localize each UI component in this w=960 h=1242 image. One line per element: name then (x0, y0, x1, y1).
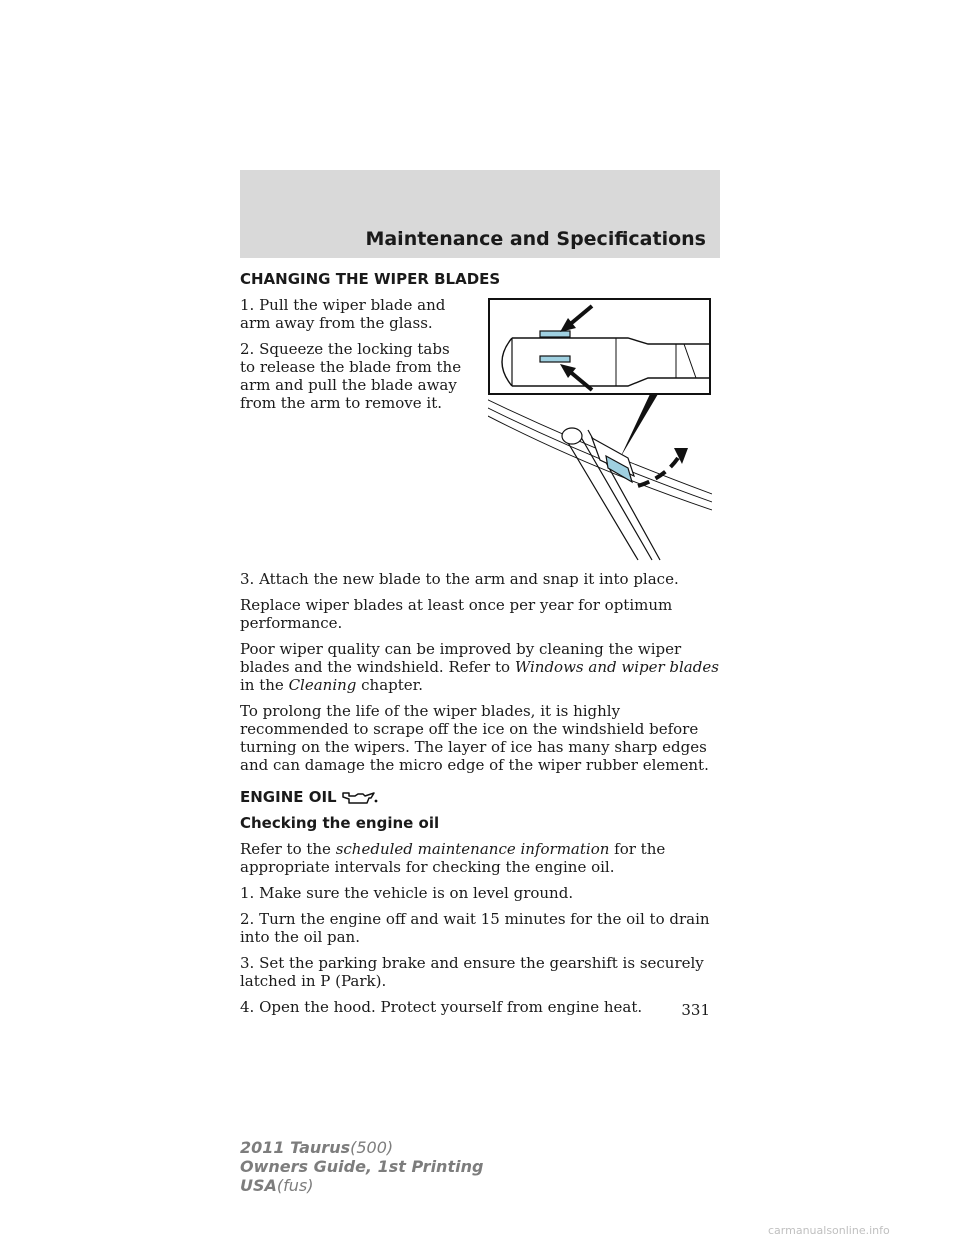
oil-intro-paragraph: Refer to the scheduled maintenance information for the appropriate intervals for checking the engine oil. (240, 840, 666, 876)
oil-step-2: 2. Turn the engine off and wait 15 minutes for the oil to drain into the oil pan. (240, 910, 710, 946)
wiper-section (240, 270, 720, 570)
callout-pointer (620, 394, 658, 458)
engine-oil-heading: ENGINE OIL (240, 788, 720, 806)
wiper-blade-illustration (488, 298, 712, 566)
site-watermark: carmanualsonline.info (768, 1224, 890, 1237)
checking-oil-subheading: Checking the engine oil (240, 814, 440, 832)
locking-tab-bottom (540, 356, 570, 362)
wiper-diagram-svg (488, 298, 712, 566)
page-number: 331 (681, 1001, 710, 1019)
cleaning-chapter-ref: Cleaning (288, 676, 357, 694)
wiper-heading: CHANGING THE WIPER BLADES (240, 270, 501, 288)
locking-tab-top (540, 331, 570, 337)
detail-inset-frame (489, 299, 710, 394)
wiper-step-3: 3. Attach the new blade to the arm and snap it into place. (240, 570, 679, 588)
footer-guide-line: Owners Guide, 1st Printing (240, 1157, 484, 1176)
wiper-prolong-paragraph: To prolong the life of the wiper blades, it is highly recommended to scrape off the ice on the windshield before turning on the wipers. The layer of ice has many sharp edges and can damage the micro edge of the wiper rubber element. (240, 702, 709, 774)
page-content (240, 270, 720, 1024)
windows-wiper-blades-ref: Windows and wiper blades (514, 658, 719, 676)
section-title: Maintenance and Specifications (365, 228, 706, 250)
oil-step-3: 3. Set the parking brake and ensure the gearshift is securely latched in P (Park). (240, 954, 704, 990)
oil-can-icon (341, 789, 379, 805)
wiper-step-2: 2. Squeeze the locking tabs to release the blade from the arm and pull the blade away from the arm to remove it. (240, 340, 462, 412)
oil-step-1: 1. Make sure the vehicle is on level ground. (240, 884, 574, 902)
scheduled-maintenance-ref: scheduled maintenance information (335, 840, 610, 858)
wiper-step-1: 1. Pull the wiper blade and arm away from the glass. (240, 296, 446, 332)
footer-market-line: USA(fus) (240, 1176, 314, 1195)
section-header (240, 170, 720, 258)
oil-step-4: 4. Open the hood. Protect yourself from engine heat. (240, 998, 643, 1016)
wiper-replace-note: Replace wiper blades at least once per year for optimum performance. (240, 596, 673, 632)
wiper-steps-column (240, 296, 468, 412)
footer-model-line: 2011 Taurus(500) (240, 1138, 394, 1157)
wiper-quality-paragraph: Poor wiper quality can be improved by cleaning the wiper blades and the windshield. Refer to Windows and wiper blades in the Cleaning chapter. (240, 640, 719, 694)
document-footer (240, 1138, 483, 1195)
